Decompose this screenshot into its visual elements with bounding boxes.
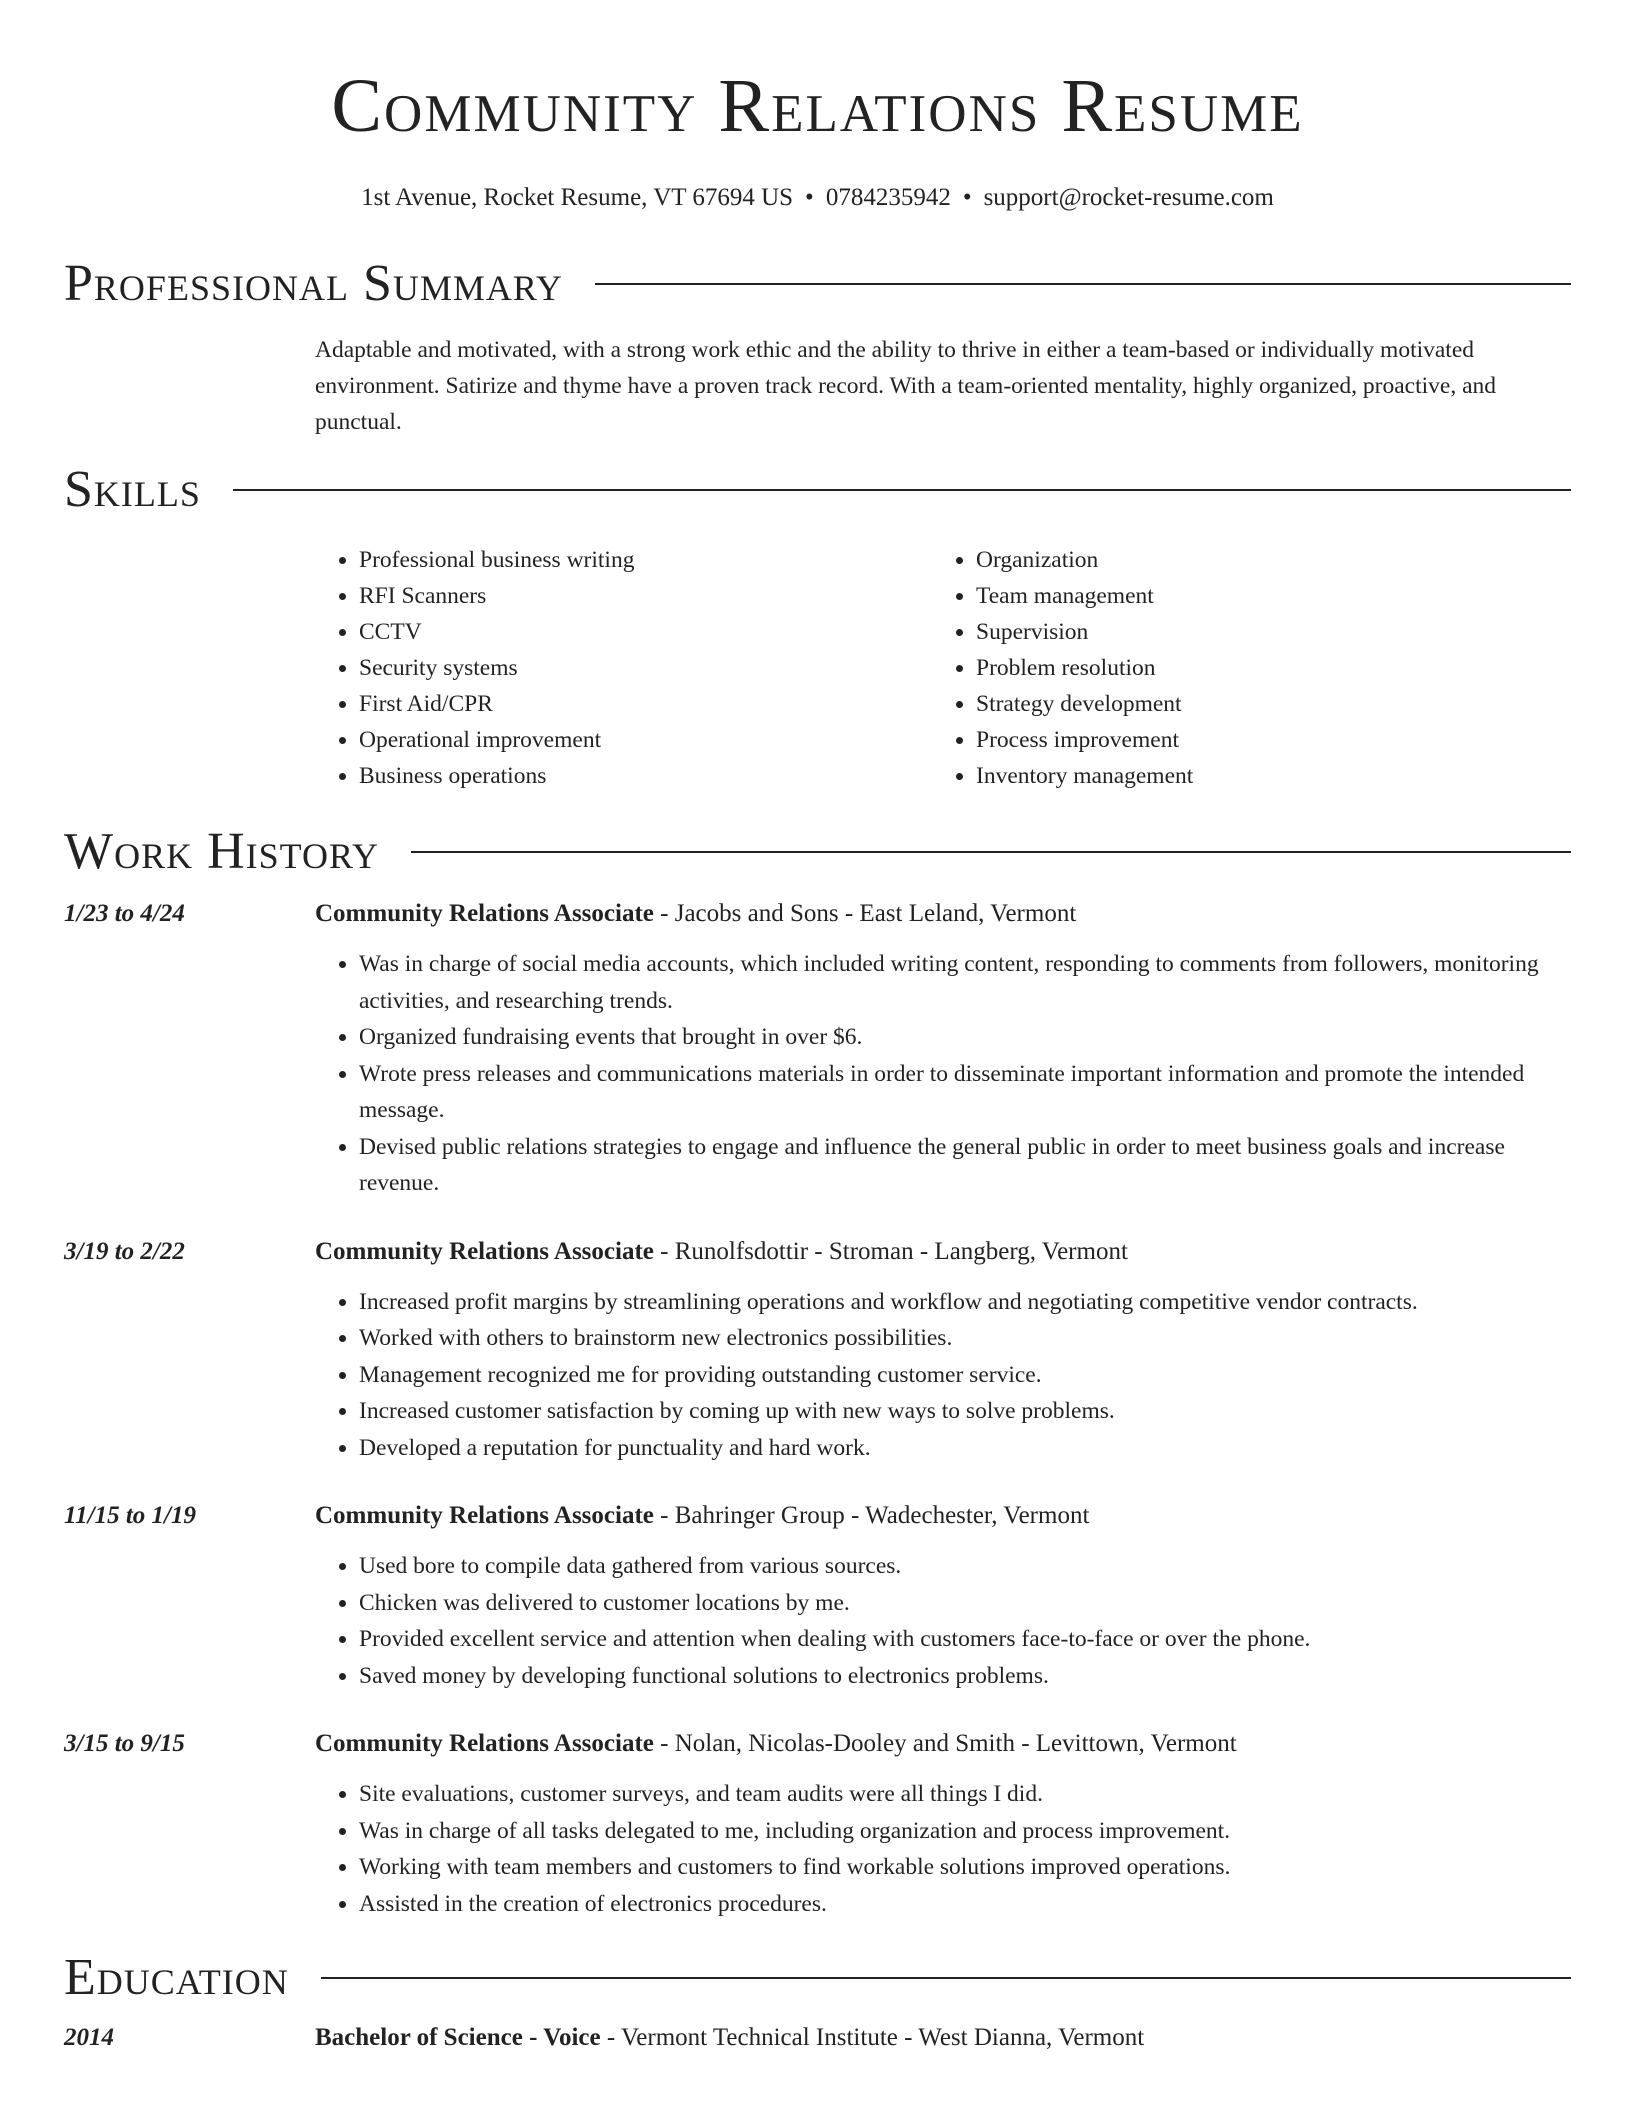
- section-title: Work History: [64, 823, 380, 880]
- education-role: [315, 2020, 1571, 2056]
- contact-line: [64, 182, 1571, 214]
- job-employer: - Runolfsdottir - Stroman - Langberg, Vermont: [653, 1237, 1128, 1265]
- section-heading-skills: [64, 458, 1571, 522]
- job-bullet: • Increased customer satisfaction by coming up with new ways to solve problems.: [359, 1393, 1571, 1430]
- job-body: [315, 896, 1571, 1202]
- job-employer: - Bahringer Group - Wadechester, Vermont: [653, 1502, 1090, 1529]
- job-employer: - Jacobs and Sons - East Leland, Vermont: [653, 900, 1077, 927]
- job-bullet: • Used bore to compile data gathered from various sources.: [359, 1548, 1571, 1585]
- education-entry: [64, 2020, 1571, 2056]
- job-bullets: [315, 1284, 1571, 1467]
- skill-item: • Business operations: [359, 758, 932, 794]
- job-bullets: [315, 1776, 1571, 1922]
- job-title: Community Relations Associate: [315, 900, 654, 927]
- job-title: Community Relations Associate: [315, 1237, 654, 1265]
- education-body: [315, 2020, 1571, 2056]
- job-dates: 3/15 to 9/15: [64, 1730, 185, 1757]
- skill-item: • Team management: [976, 578, 1549, 614]
- skill-item: • Process improvement: [976, 722, 1549, 758]
- skill-item: • Professional business writing: [359, 542, 932, 578]
- section-title: Professional Summary: [64, 255, 563, 312]
- job-bullet: • Organized fundraising events that brought in over $6.: [359, 1019, 1571, 1056]
- job-dates: 3/19 to 2/22: [64, 1237, 185, 1265]
- skill-item: • Inventory management: [976, 758, 1549, 794]
- job-bullet: • Working with team members and customers to find workable solutions improved operations.: [359, 1849, 1571, 1886]
- job-bullet: • Devised public relations strategies to engage and influence the general public in order to meet business goals and increase revenue.: [359, 1129, 1571, 1202]
- job-bullet: • Management recognized me for providing outstanding customer service.: [359, 1357, 1571, 1394]
- job-bullet: • Was in charge of all tasks delegated to me, including organization and process improvement.: [359, 1813, 1571, 1850]
- education-year: 2014: [64, 2024, 114, 2051]
- job-entry: [64, 1498, 1571, 1694]
- skill-item: • RFI Scanners: [359, 578, 932, 614]
- job-entry: [64, 1726, 1571, 1922]
- job-bullet: • Developed a reputation for punctuality and hard work.: [359, 1430, 1571, 1467]
- job-bullets: [315, 1548, 1571, 1694]
- job-entry: [64, 1234, 1571, 1467]
- job-bullet: • Worked with others to brainstorm new electronics possibilities.: [359, 1320, 1571, 1357]
- summary-text: Adaptable and motivated, with a strong work ethic and the ability to thrive in either a team-based or individually motivated environment. Satirize and thyme have a proven track record. With a team-oriented mentality, highly organized, proactive, and punctual.: [315, 337, 1497, 435]
- contact-phone: 0784235942: [825, 184, 951, 211]
- contact-address: 1st Avenue, Rocket Resume, VT 67694 US: [361, 184, 794, 211]
- skills-column-right: [932, 542, 1549, 794]
- skill-item: • Supervision: [976, 614, 1549, 650]
- job-role: [315, 1498, 1571, 1534]
- section-title: Education: [64, 1949, 289, 2006]
- contact-email: support@rocket-resume.com: [983, 184, 1274, 211]
- skill-item: • Security systems: [359, 650, 932, 686]
- skill-item: • First Aid/CPR: [359, 686, 932, 722]
- separator-dot: •: [805, 184, 814, 211]
- skill-item: • CCTV: [359, 614, 932, 650]
- education-degree: Bachelor of Science - Voice: [315, 2024, 601, 2051]
- job-title: Community Relations Associate: [315, 1502, 654, 1529]
- section-title: Skills: [64, 461, 201, 518]
- job-bullet: • Chicken was delivered to customer locations by me.: [359, 1585, 1571, 1622]
- skill-item: • Organization: [976, 542, 1549, 578]
- section-divider: [411, 851, 1571, 853]
- skill-item: • Operational improvement: [359, 722, 932, 758]
- resume-title: Community Relations Resume: [331, 64, 1304, 148]
- job-bullet: • Wrote press releases and communications materials in order to disseminate important information and promote the intended message.: [359, 1056, 1571, 1129]
- section-heading-work-history: [64, 820, 1571, 884]
- job-dates: 11/15 to 1/19: [64, 1502, 196, 1529]
- job-dates: 1/23 to 4/24: [64, 900, 185, 927]
- job-role: [315, 1726, 1571, 1762]
- skill-item: • Problem resolution: [976, 650, 1549, 686]
- job-bullet: • Site evaluations, customer surveys, and team audits were all things I did.: [359, 1776, 1571, 1813]
- job-entry: [64, 896, 1571, 1202]
- section-divider: [595, 283, 1571, 285]
- section-heading-summary: [64, 252, 1571, 316]
- education-school: - Vermont Technical Institute - West Dianna, Vermont: [600, 2024, 1145, 2051]
- job-bullet: • Increased profit margins by streamlining operations and workflow and negotiating competitive vendor contracts.: [359, 1284, 1571, 1321]
- resume-page: [64, 0, 1571, 2056]
- section-heading-education: [64, 1946, 1571, 2010]
- job-employer: - Nolan, Nicolas-Dooley and Smith - Levittown, Vermont: [653, 1730, 1237, 1757]
- section-divider: [321, 1977, 1571, 1979]
- job-bullet: • Saved money by developing functional solutions to electronics problems.: [359, 1658, 1571, 1695]
- job-body: [315, 1498, 1571, 1694]
- separator-dot: •: [962, 184, 972, 211]
- skill-item: • Strategy development: [976, 686, 1549, 722]
- job-body: [315, 1234, 1571, 1467]
- job-title: Community Relations Associate: [315, 1730, 654, 1757]
- job-bullet: • Assisted in the creation of electronics procedures.: [359, 1886, 1571, 1923]
- job-body: [315, 1726, 1571, 1922]
- job-role: [315, 1234, 1571, 1270]
- job-bullets: [315, 946, 1571, 1202]
- section-divider: [233, 489, 1571, 491]
- job-bullet: • Was in charge of social media accounts, which included writing content, responding to comments from followers, monitoring activities, and researching trends.: [359, 946, 1571, 1019]
- skills-list: [315, 542, 1571, 794]
- job-role: [315, 896, 1571, 932]
- skills-column-left: [315, 542, 932, 794]
- job-bullet: • Provided excellent service and attention when dealing with customers face-to-face or over the phone.: [359, 1621, 1571, 1658]
